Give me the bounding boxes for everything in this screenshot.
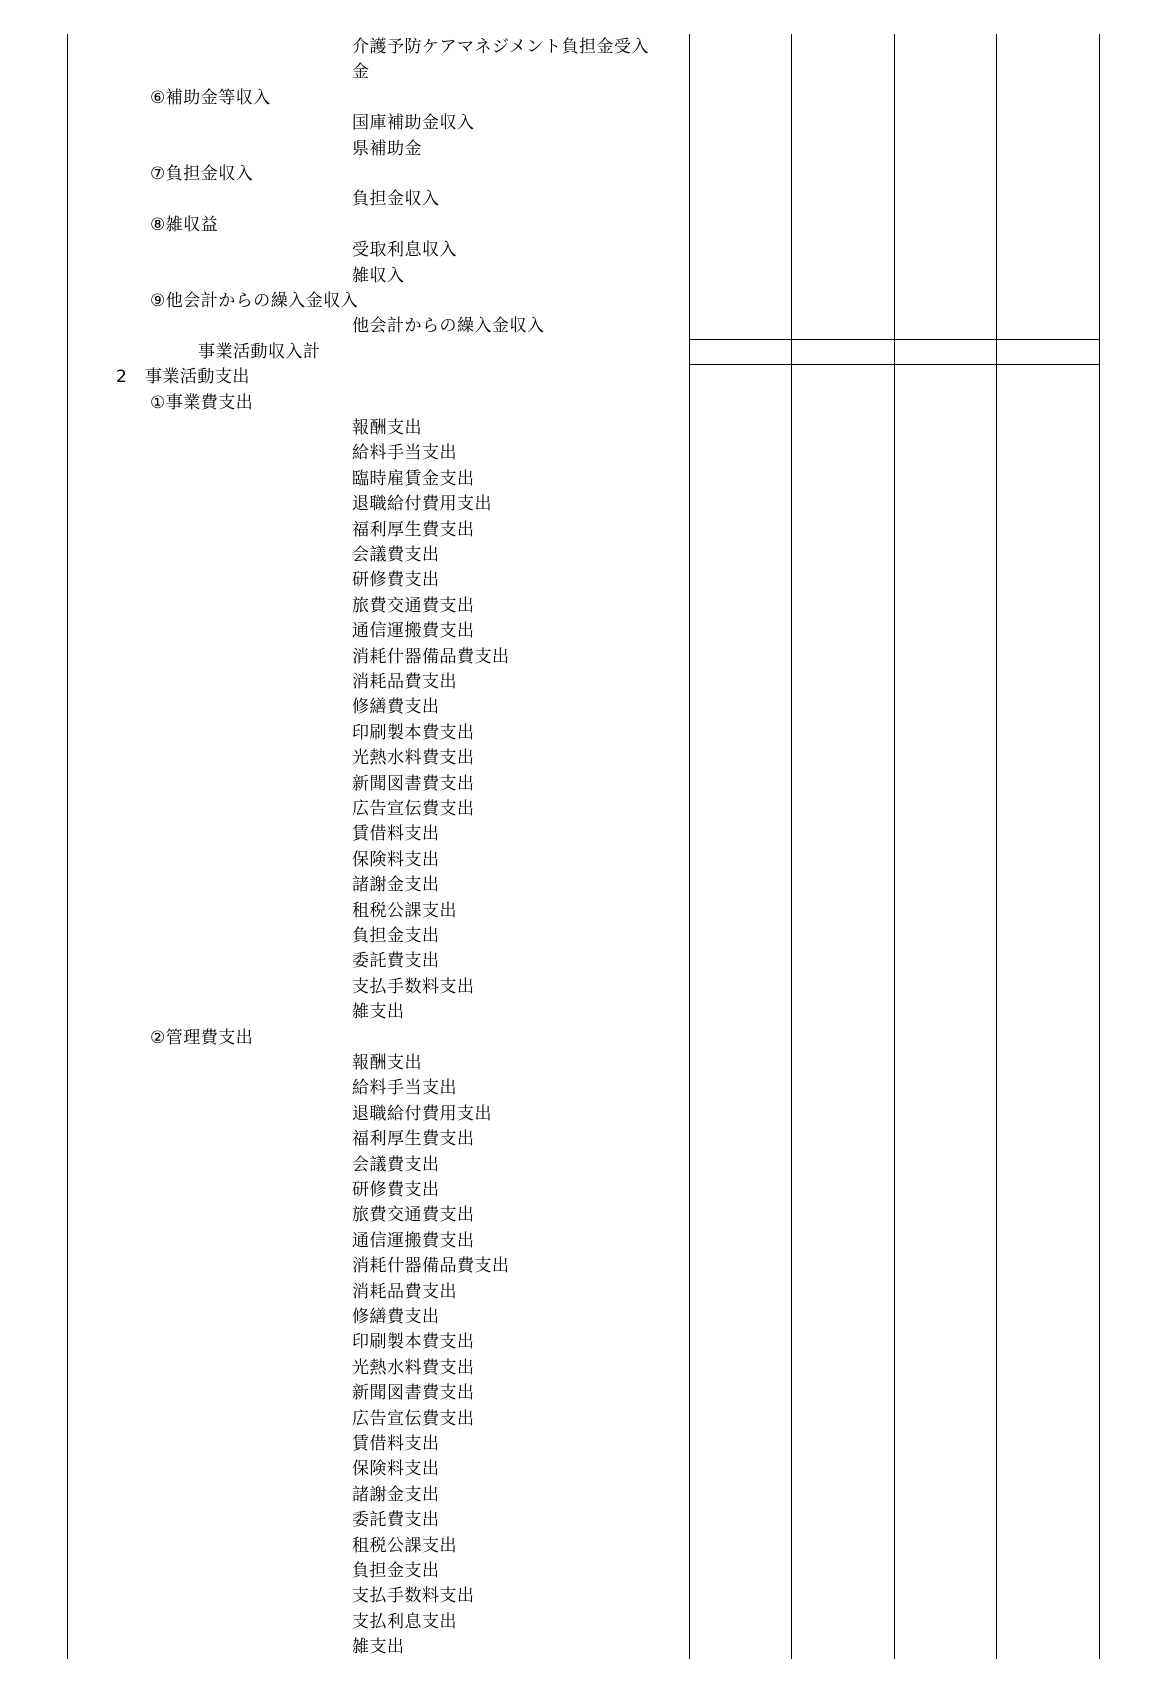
table-right-border — [1099, 34, 1100, 1659]
total-row-bottom-line — [689, 364, 1099, 365]
account-category: ②管理費支出 — [150, 1027, 254, 1048]
section-heading: 2 事業活動支出 — [116, 367, 250, 388]
account-item: 研修費支出 — [352, 1180, 440, 1200]
account-item: 雑支出 — [352, 1002, 405, 1023]
account-item: 退職給付費用支出 — [352, 1103, 492, 1124]
account-item: 雑収入 — [352, 265, 405, 286]
account-item: 支払利息支出 — [352, 1611, 457, 1632]
account-item: 他会計からの繰入金収入 — [352, 316, 545, 337]
account-item: 支払手数料支出 — [352, 1586, 475, 1607]
account-item: 金 — [352, 62, 370, 83]
table-left-border — [67, 34, 68, 1659]
account-item: 支払手数料支出 — [352, 976, 475, 997]
account-item: 報酬支出 — [352, 1053, 422, 1073]
account-item: 賃借料支出 — [352, 824, 440, 845]
column-divider-1 — [689, 34, 690, 1659]
account-item: 消耗什器備品費支出 — [352, 646, 510, 667]
account-category: ⑥補助金等収入 — [150, 87, 271, 108]
account-item: 福利厚生費支出 — [352, 519, 475, 540]
account-category: ⑨他会計からの繰入金収入 — [150, 291, 359, 311]
column-divider-4 — [996, 34, 997, 1659]
account-item: 負担金支出 — [352, 1561, 440, 1581]
account-item: 租税公課支出 — [352, 900, 457, 921]
account-item: 広告宣伝費支出 — [352, 799, 475, 819]
account-item: 修繕費支出 — [352, 1307, 440, 1327]
account-item: 給料手当支出 — [352, 443, 457, 464]
account-item: 県補助金 — [352, 138, 422, 159]
column-divider-3 — [894, 34, 895, 1659]
account-item: 保険料支出 — [352, 849, 440, 870]
account-item: 通信運搬費支出 — [352, 1230, 475, 1251]
subtotal-label: 事業活動収入計 — [198, 341, 321, 362]
account-item: 租税公課支出 — [352, 1535, 457, 1556]
account-item: 消耗品費支出 — [352, 672, 457, 692]
account-item: 諸謝金支出 — [352, 1484, 440, 1505]
account-item: 負担金支出 — [352, 926, 440, 946]
account-item: 給料手当支出 — [352, 1078, 457, 1099]
account-item: 会議費支出 — [352, 1154, 440, 1175]
account-item: 光熱水料費支出 — [352, 748, 475, 769]
account-item: 介護予防ケアマネジメント負担金受入 — [352, 37, 649, 57]
account-item: 旅費交通費支出 — [352, 595, 475, 616]
account-item: 修繕費支出 — [352, 697, 440, 718]
account-item: 広告宣伝費支出 — [352, 1408, 475, 1429]
account-item: 新聞図書費支出 — [352, 773, 475, 794]
account-item: 通信運搬費支出 — [352, 621, 475, 642]
column-divider-2 — [791, 34, 792, 1659]
account-item: 受取利息収入 — [352, 240, 457, 261]
account-item: 委託費支出 — [352, 1510, 440, 1531]
account-item: 保険料支出 — [352, 1459, 440, 1480]
account-item: 印刷製本費支出 — [352, 1332, 475, 1353]
account-item: 研修費支出 — [352, 570, 440, 591]
account-item: 報酬支出 — [352, 418, 422, 438]
account-category: ⑧雑収益 — [150, 214, 219, 235]
account-item: 賃借料支出 — [352, 1434, 440, 1454]
account-item: 新聞図書費支出 — [352, 1383, 475, 1404]
account-item: 国庫補助金収入 — [352, 113, 475, 134]
account-item: 会議費支出 — [352, 545, 440, 565]
account-item: 消耗什器備品費支出 — [352, 1256, 510, 1277]
account-item: 負担金収入 — [352, 189, 440, 210]
account-item: 諸謝金支出 — [352, 875, 440, 896]
total-row-top-line — [689, 339, 1099, 340]
account-item: 福利厚生費支出 — [352, 1129, 475, 1150]
account-item: 光熱水料費支出 — [352, 1357, 475, 1378]
account-item: 印刷製本費支出 — [352, 722, 475, 743]
account-item: 臨時雇賃金支出 — [352, 468, 475, 489]
account-item: 雑支出 — [352, 1637, 405, 1658]
account-category: ⑦負担金収入 — [150, 164, 254, 184]
account-category: ①事業費支出 — [150, 392, 254, 413]
account-item: 消耗品費支出 — [352, 1281, 457, 1302]
account-item: 委託費支出 — [352, 951, 440, 972]
account-item: 退職給付費用支出 — [352, 494, 492, 515]
account-item: 旅費交通費支出 — [352, 1205, 475, 1226]
